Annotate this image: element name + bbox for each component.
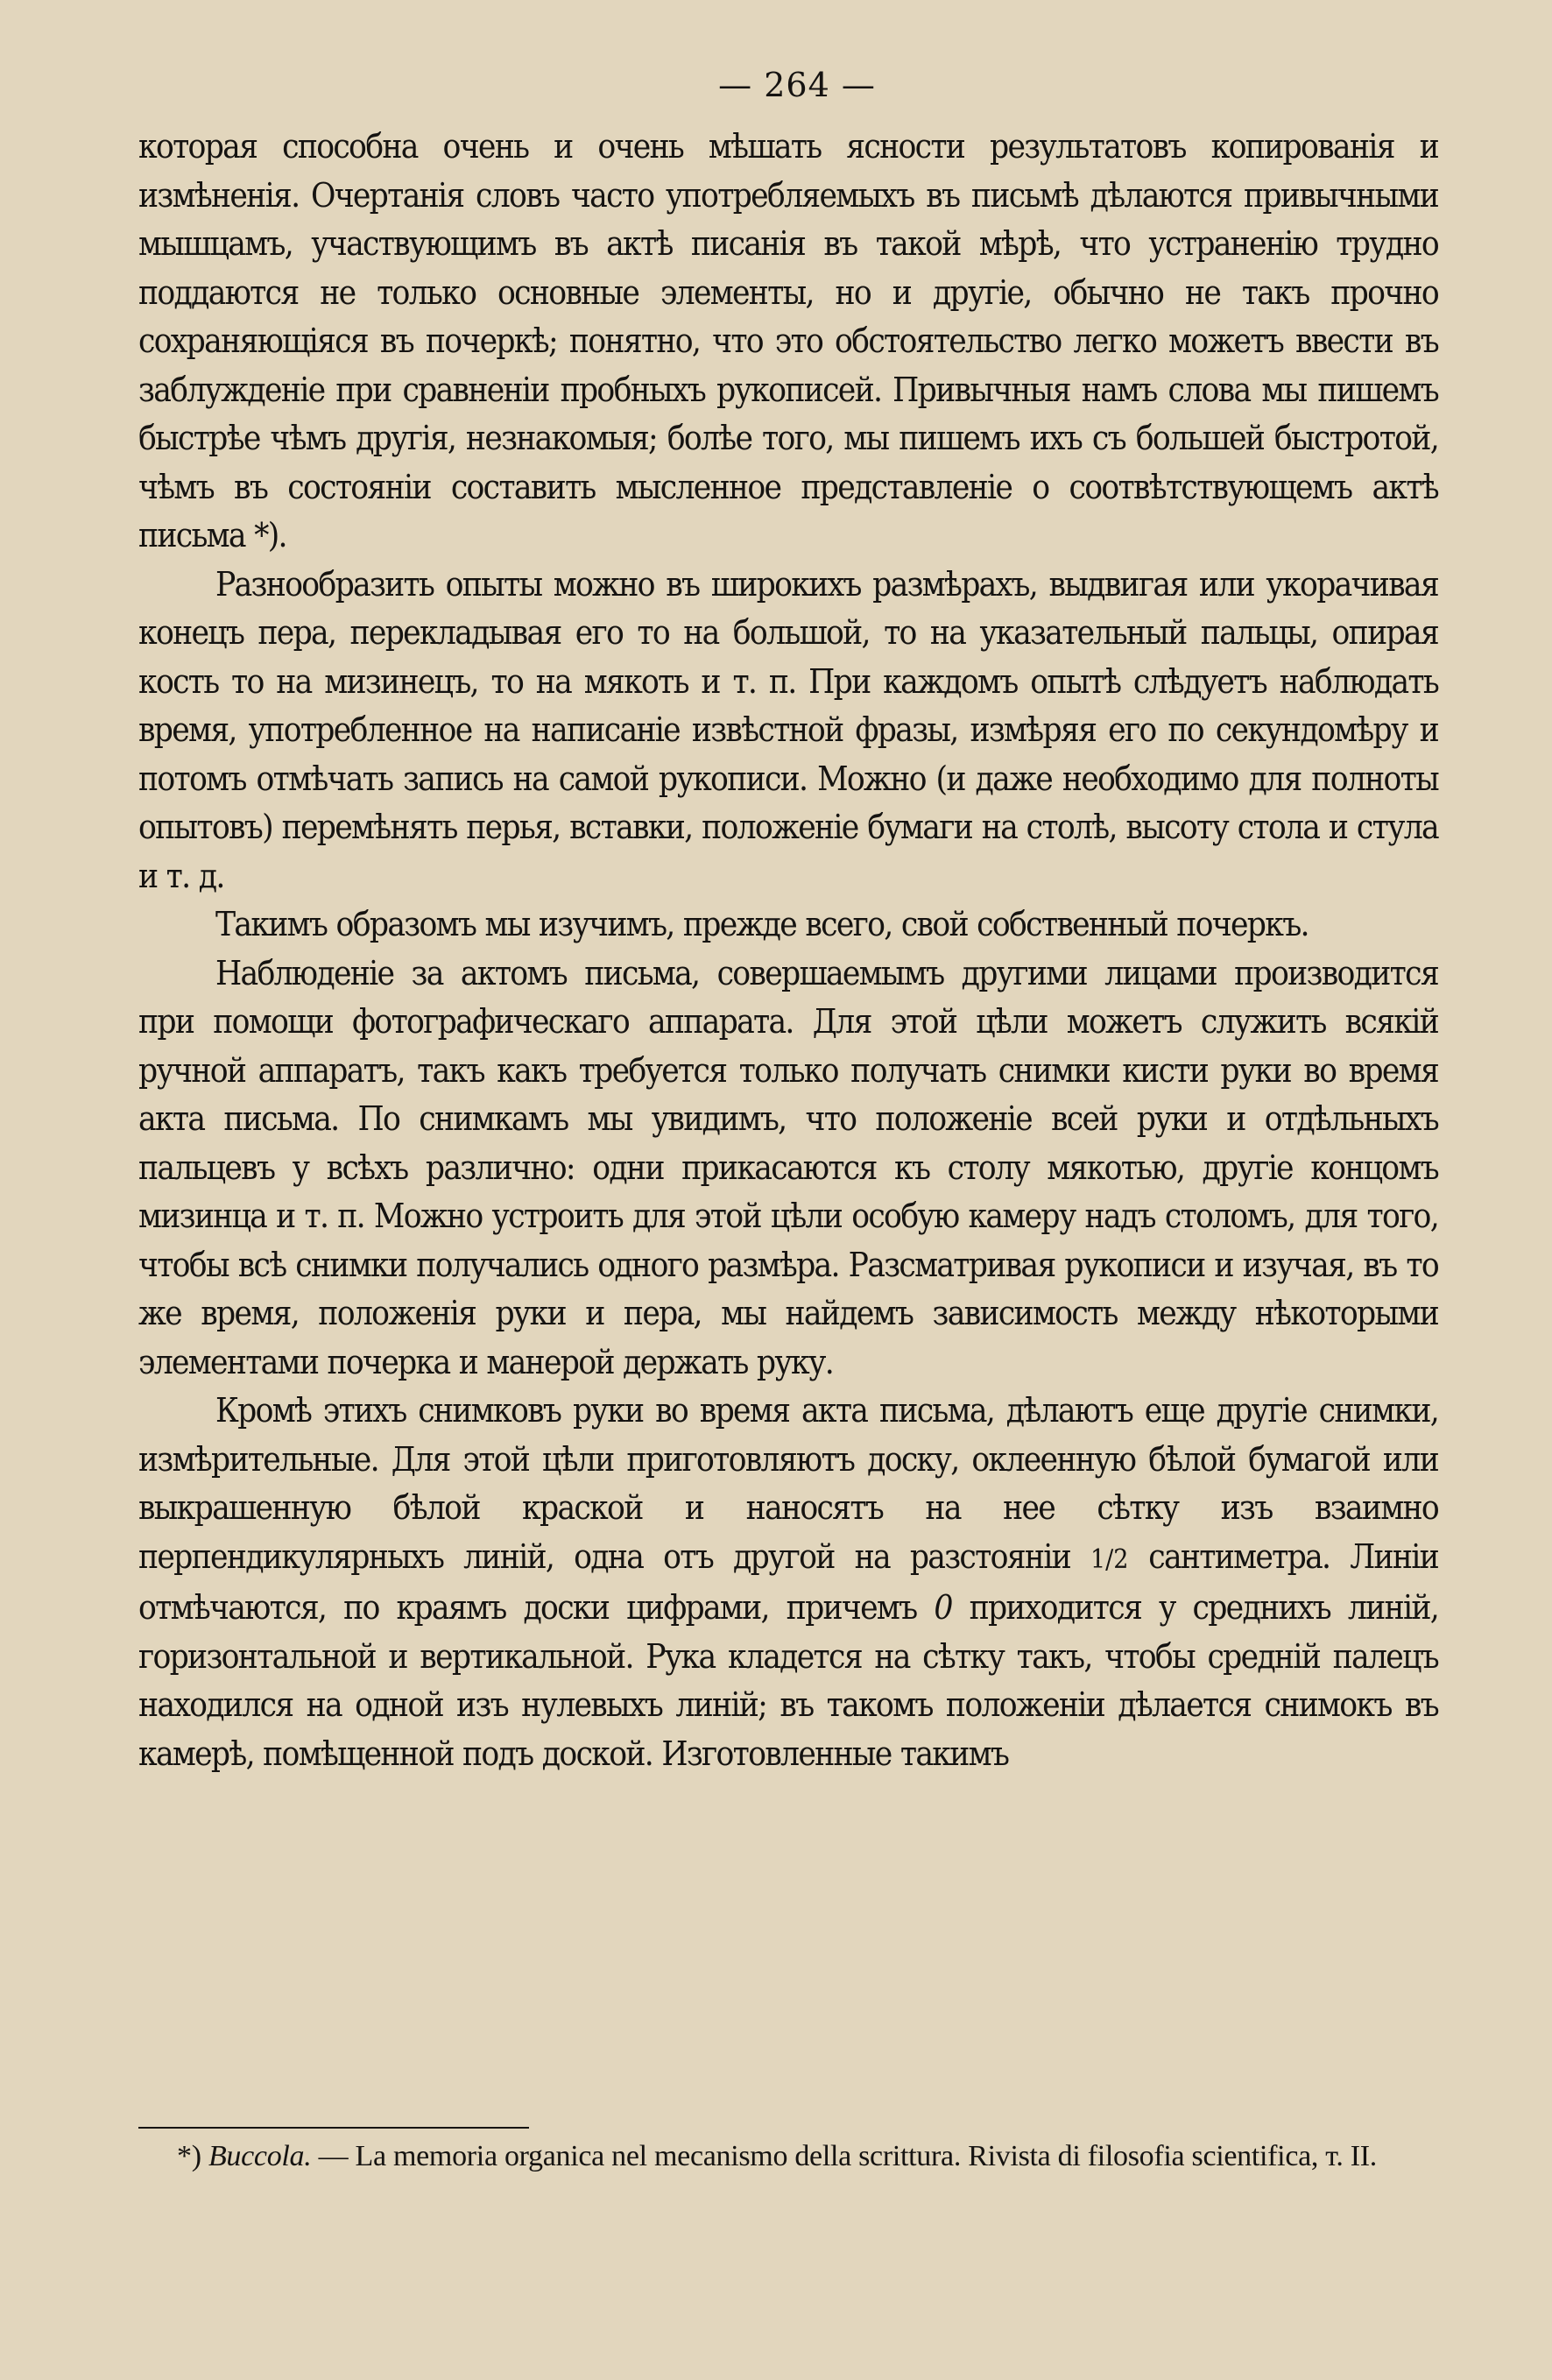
footnote-marker: *): [177, 2140, 208, 2172]
paragraph-4: Наблюденіе за актомъ письма, совершаемымъ другими лицами производится при помощи фотографическаго аппарата. Для этой цѣли можетъ служить всякій ручной аппаратъ, такъ какъ требуется только получать снимки кисти руки во время акта письма. По снимкамъ мы увидимъ, что положеніе всей руки и отдѣльныхъ пальцевъ у всѣхъ различно: одни прикасаются къ столу мякотью, другіе концомъ мизинца и т. п. Можно устроить для этой цѣли особую камеру надъ столомъ, для того, чтобы всѣ снимки получались одного размѣра. Разсматривая рукописи и изучая, въ то же время, положенія руки и пера, мы найдемъ зависимость между нѣкоторыми элементами почерка и манерой держать руку.: [138, 953, 1438, 1382]
main-text: [138, 123, 1438, 1778]
paragraph-5-part-3: приходится у среднихъ линій, горизонтальной и вертикальной. Рука кладется на сѣтку такъ, чтобы средній палецъ находился на одной изъ нулевыхъ линій; въ такомъ положеніи дѣлается снимокъ въ камерѣ, помѣщенной подъ доской. Изготовленные такимъ: [138, 1588, 1439, 1774]
paragraph-3: Такимъ образомъ мы изучимъ, прежде всего, свой собственный почеркъ.: [215, 905, 1309, 944]
paragraph-2: Разнообразить опыты можно въ широкихъ размѣрахъ, выдвигая или укорачивая конецъ пера, перекладывая его то на большой, то на указательный пальцы, опирая кость то на мизинецъ, то на мякоть и т. п. При каждомъ опытѣ слѣдуетъ наблюдать время, употребленное на написаніе извѣстной фразы, измѣряя его по секундомѣру и потомъ отмѣчать запись на самой рукописи. Можно (и даже необходимо для полноты опытовъ) перемѣнять перья, вставки, положеніе бумаги на столѣ, высоту стола и стула и т. д.: [138, 564, 1438, 896]
fraction-half: 1/2: [1090, 1543, 1129, 1575]
page-number: — 264 —: [718, 66, 876, 104]
footnote-divider: [138, 2127, 529, 2129]
footnote-author: Buccola.: [208, 2140, 312, 2172]
paragraph-5-part-1: Кромѣ этихъ снимковъ руки во время акта письма, дѣлаютъ еще другіе снимки, измѣрительные. Для этой цѣли приготовляютъ доску, оклеенную бѣлой бумагой или выкрашенную бѣлой краской и наносятъ на нее сѣтку изъ взаимно перпендикулярныхъ линій, одна отъ другой на разстояніи: [138, 1391, 1438, 1577]
paragraph-5-part-2: сантиметра. Линіи отмѣчаются, по краямъ доски цифрами, причемъ: [138, 1536, 1438, 1628]
zero-mark: 0: [934, 1588, 952, 1628]
footnote-text: — La memoria organica nel mecanismo della scrittura. Rivista di filosofia scientifica, т. II.: [311, 2140, 1377, 2172]
paragraph-5: [138, 1387, 1438, 1778]
paragraph-1: которая способна очень и очень мѣшать ясности результатовъ копированія и измѣненія. Очертанія словъ часто употребляемыхъ въ письмѣ дѣлаются привычными мышцамъ, участвующимъ въ актѣ писанія въ такой мѣрѣ, что устраненію трудно поддаются не только основные элементы, но и другіе, обычно не такъ прочно сохраняющіяся въ почеркѣ; понятно, что это обстоятельство легко можетъ ввести въ заблужденіе при сравненіи пробныхъ рукописей. Привычныя намъ слова мы пишемъ быстрѣе чѣмъ другія, незнакомыя; болѣе того, мы пишемъ ихъ съ большей быстротой, чѣмъ въ состояніи составить мысленное представленіе о соотвѣтствующемъ актѣ письма *).: [138, 127, 1438, 555]
footnote: [138, 2137, 1426, 2175]
